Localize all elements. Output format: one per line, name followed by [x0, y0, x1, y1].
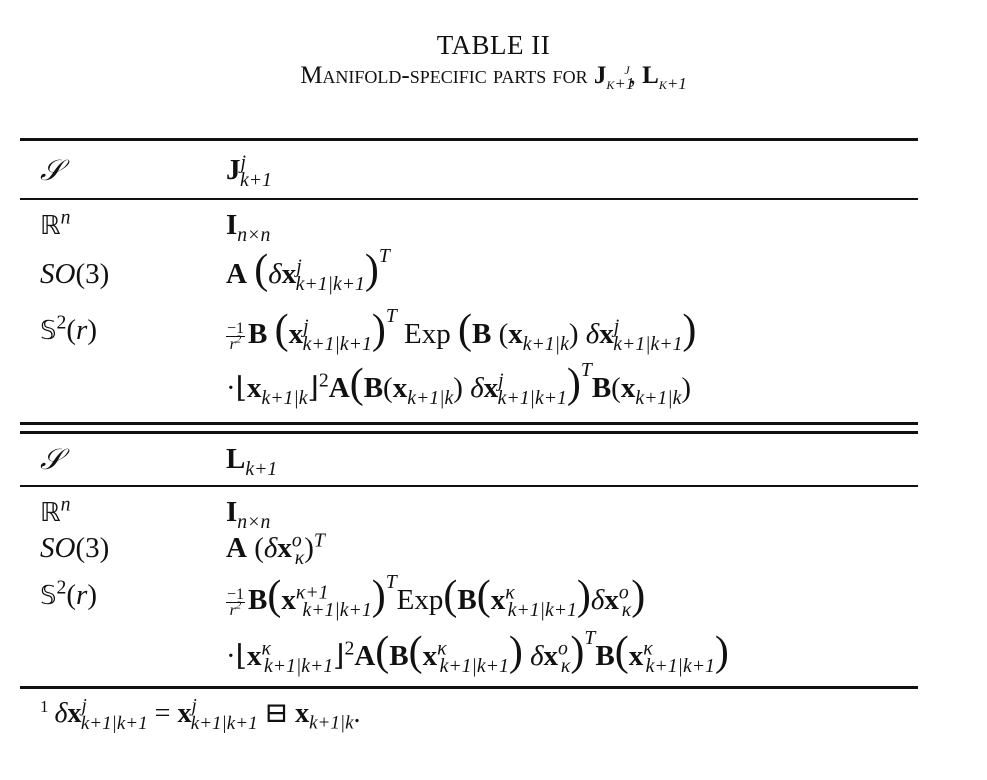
header-manifold-2: 𝒮 — [40, 442, 63, 476]
section-divider-upper — [20, 422, 918, 425]
row-manifold-so3-1: SO(3) — [40, 258, 110, 290]
row-expr-so3-1: A $(\delta x^j_{k+1|k+1})^T$ — [226, 245, 390, 295]
row-manifold-s2-1: 𝕊$^2$(r) — [40, 311, 98, 346]
footnote: $^1$ $\delta x^j_{k+1|k+1} = x^j_{k+1|k+1}$ ⊟ $x_{k+1|k}$. — [40, 695, 361, 734]
bottom-rule — [20, 686, 918, 689]
header-jacobian: $J^j_{k+1}$ — [226, 151, 272, 191]
row-expr-s2-2: $\frac{-1}{r^2}$ $B(x^{\kappa+1}_{k+1|k+1})^TExp(B(x^\kappa_{k+1|k+1})\delta x^o_\kappa)$ — [227, 571, 646, 621]
row-expr-rn-2: $I_{n\times n}$ — [226, 496, 271, 533]
row-manifold-s2-2: 𝕊$^2$(r) — [40, 576, 98, 611]
row-expr-so3-2: A $(\delta x^o_\kappa)^T$ — [226, 529, 325, 569]
row-expr-s2-2-cont: $\cdot⌊x^\kappa_{k+1|k+1}⌋^2A(B(x^\kappa_{k+1|k+1})$ $\delta x^o_\kappa)^TB(x^\kappa_{k+1|k+1})$ — [226, 627, 729, 677]
table-number: TABLE II — [436, 30, 551, 60]
row-expr-s2-1: $\frac{-1}{r^2}$ B $(x^j_{k+1|k+1})^T$ Exp (B $(x_{k+1|k})$ $\delta x^j_{k+1|k+1}$) — [227, 305, 697, 355]
header-rule-2 — [20, 485, 918, 487]
header-l-matrix: $L_{k+1}$ — [226, 443, 278, 480]
table-title: Manifold-specific parts for $J_{k+1}^j$, $L_{k+1}$ — [300, 58, 687, 93]
row-manifold-so3-2: SO(3) — [40, 532, 110, 564]
top-rule — [20, 138, 918, 141]
row-manifold-rn-1: ℝ$^n$ — [40, 206, 71, 241]
row-manifold-rn-2: ℝ$^n$ — [40, 493, 71, 528]
header-manifold-1: 𝒮 — [40, 153, 63, 187]
row-expr-s2-1-cont: $\cdot⌊x_{k+1|k}⌋^2A(B(x_{k+1|k})$ $\delta x^j_{k+1|k+1})^TB(x_{k+1|k})$ — [226, 359, 692, 409]
header-rule-1 — [20, 198, 918, 200]
section-divider-lower — [20, 431, 918, 434]
row-expr-rn-1: $I_{n\times n}$ — [226, 209, 271, 246]
